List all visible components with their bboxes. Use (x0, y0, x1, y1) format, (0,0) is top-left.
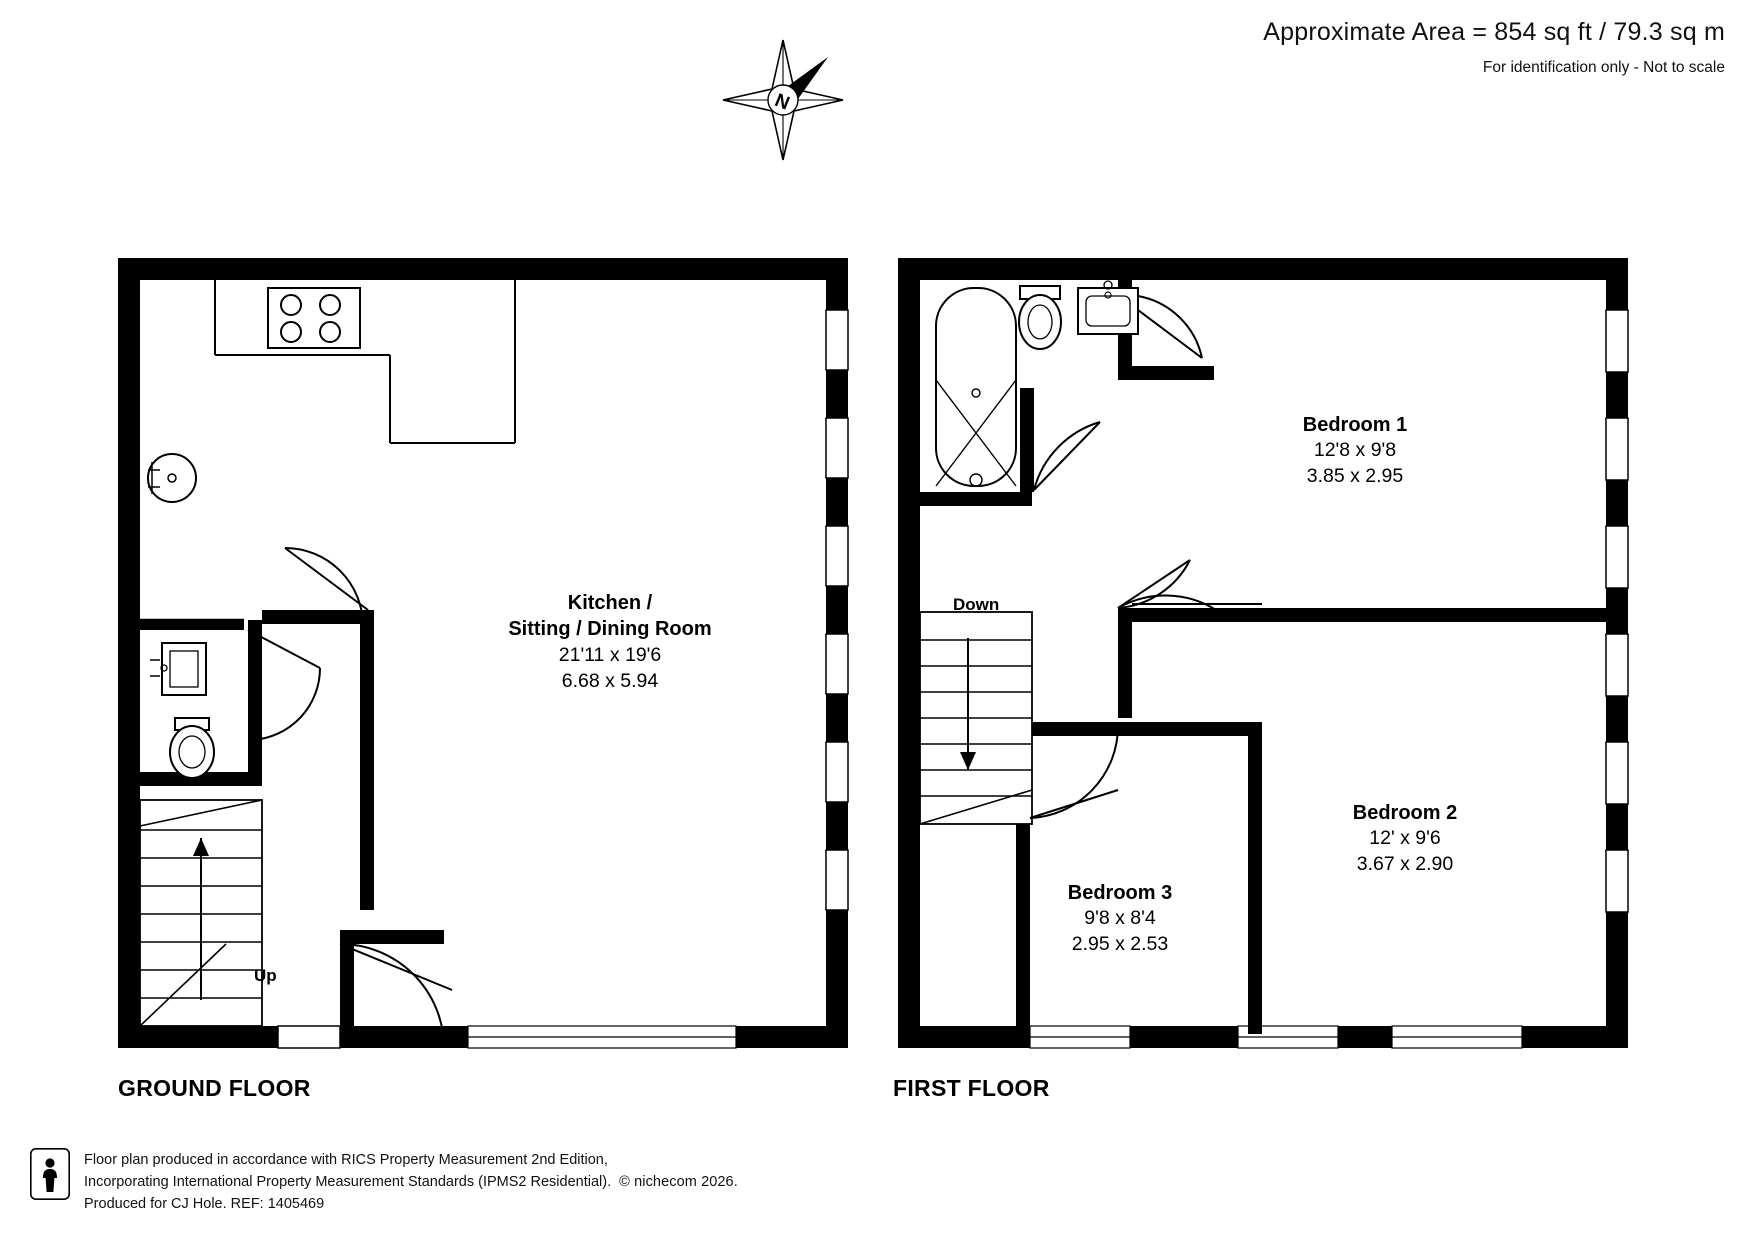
footer-copyright: © nichecom 2026. (619, 1173, 738, 1190)
room-name-bedroom-1: Bedroom 1 (1302, 414, 1408, 436)
room-name-kitchen-line2: Sitting / Dining Room (508, 618, 712, 641)
room-dim-bedroom-1-imperial: 12'8 x 9'8 (1313, 439, 1397, 462)
room-dim-bedroom-2-metric: 3.67 x 2.90 (1356, 853, 1454, 876)
room-label-kitchen (460, 590, 760, 694)
footer-line-2 (84, 1172, 738, 1194)
stairs-up-label: Up (254, 966, 277, 985)
room-label-bedroom-2 (1285, 800, 1525, 878)
footer-line-3: Produced for CJ Hole. REF: 1405469 (84, 1195, 325, 1212)
room-dim-bedroom-3-metric: 2.95 x 2.53 (1071, 933, 1169, 956)
room-name-bedroom-3: Bedroom 3 (1067, 882, 1173, 904)
approximate-area-text: Approximate Area = 854 sq ft / 79.3 sq m (1263, 18, 1725, 46)
footer-line-1: Floor plan produced in accordance with RICS Property Measurement 2nd Edition, (84, 1152, 608, 1168)
room-label-bedroom-3 (1000, 880, 1240, 958)
ground-floor-caption: GROUND FLOOR (118, 1075, 311, 1101)
accessibility-person-icon (30, 1148, 70, 1200)
room-dim-bedroom-3-imperial: 9'8 x 8'4 (1084, 907, 1156, 930)
room-name-bedroom-2: Bedroom 2 (1352, 802, 1458, 824)
room-dim-bedroom-2-imperial: 12' x 9'6 (1369, 827, 1441, 850)
room-dim-bedroom-1-metric: 3.85 x 2.95 (1306, 465, 1404, 488)
room-dim-kitchen-imperial: 21'11 x 19'6 (558, 643, 662, 666)
svg-text:N: N (771, 90, 793, 115)
disclaimer-text: For identification only - Not to scale (1482, 59, 1725, 76)
room-name-kitchen-line1: Kitchen / (567, 592, 653, 614)
footer-text (84, 1148, 738, 1215)
room-label-bedroom-1 (1225, 412, 1485, 490)
first-floor-caption: FIRST FLOOR (893, 1075, 1050, 1101)
stairs-down-label: Down (953, 595, 1000, 614)
footer-block (30, 1148, 738, 1215)
footer-line-2a: Incorporating International Property Measurement Standards (IPMS2 Residential). (84, 1173, 612, 1190)
room-dim-kitchen-metric: 6.68 x 5.94 (561, 669, 659, 692)
